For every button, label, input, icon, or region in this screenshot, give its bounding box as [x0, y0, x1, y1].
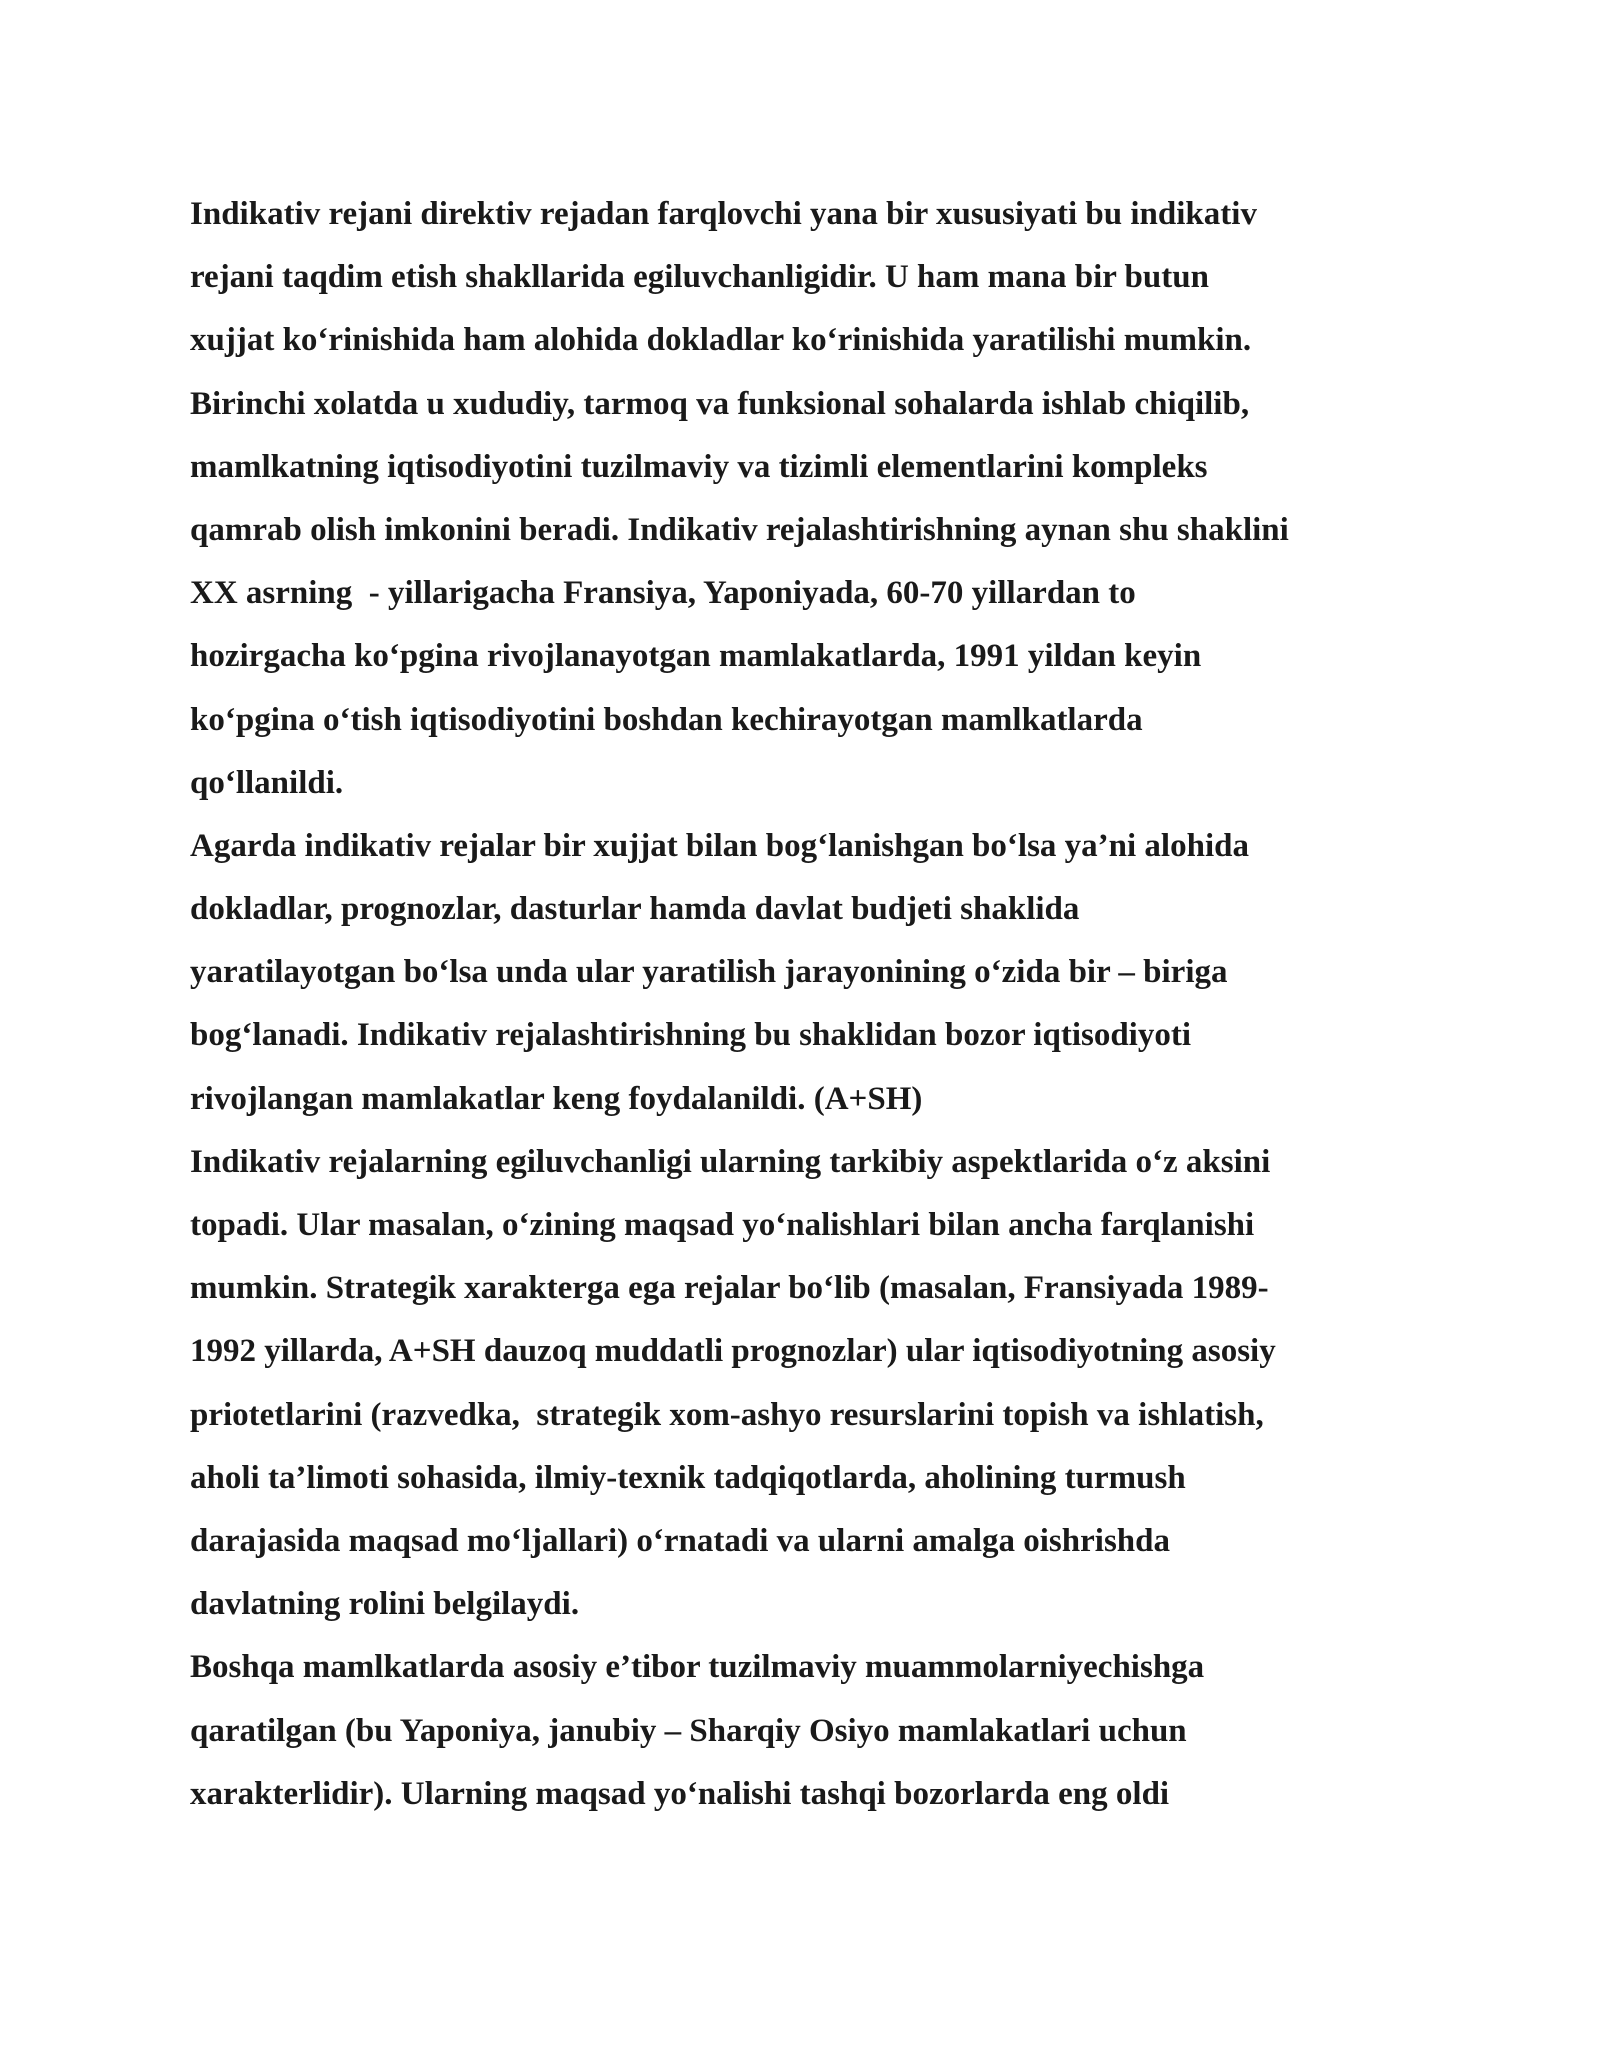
text-line: aholi ta’limoti sohasida, ilmiy-texnik tadqiqotlarda, aholining turmush: [190, 1459, 1186, 1496]
text-line: Agarda indikativ rejalar bir xujjat bilan bog‘lanishgan bo‘lsa ya’ni alohida: [190, 827, 1249, 864]
text-line: xarakterlidir). Ularning maqsad yo‘nalishi tashqi bozorlarda eng oldi: [190, 1775, 1170, 1812]
document-body: [190, 183, 1430, 1826]
text-line: priotetlarini (razvedka, strategik xom-ashyo resurslarini topish va ishlatish,: [190, 1396, 1264, 1433]
text-line: rivojlangan mamlakatlar keng foydalanildi. (A+SH): [190, 1080, 923, 1117]
text-line: Indikativ rejalarning egiluvchanligi ularning tarkibiy aspektlarida o‘z aksini: [190, 1143, 1271, 1180]
text-line: Birinchi xolatda u xududiy, tarmoq va funksional sohalarda ishlab chiqilib,: [190, 385, 1250, 422]
text-line: mumkin. Strategik xarakterga ega rejalar bo‘lib (masalan, Fransiyada 1989-: [190, 1270, 1269, 1307]
text-line: Boshqa mamlkatlarda asosiy e’tibor tuzilmaviy muammolarniyechishga: [190, 1649, 1205, 1686]
text-line: yaratilayotgan bo‘lsa unda ular yaratilish jarayonining o‘zida bir – biriga: [190, 954, 1228, 991]
text-line: qaratilgan (bu Yaponiya, janubiy – Sharqiy Osiyo mamlakatlari uchun: [190, 1712, 1187, 1749]
text-line: Indikativ rejani direktiv rejadan farqlovchi yana bir xususiyati bu indikativ: [190, 196, 1257, 232]
text-line: davlatning rolini belgilaydi.: [190, 1586, 580, 1623]
text-line: qo‘llanildi.: [190, 764, 344, 801]
text-line: rejani taqdim etish shakllarida egiluvchanligidir. U ham mana bir butun: [190, 259, 1209, 296]
text-line: hozirgacha ko‘pgina rivojlanayotgan mamlakatlarda, 1991 yildan keyin: [190, 638, 1202, 675]
text-line: darajasida maqsad mo‘ljallari) o‘rnatadi va ularni amalga oishrishda: [190, 1522, 1170, 1559]
text-line: xujjat ko‘rinishida ham alohida dokladlar ko‘rinishida yaratilishi mumkin.: [190, 322, 1252, 359]
text-line: bog‘lanadi. Indikativ rejalashtirishning bu shaklidan bozor iqtisodiyoti: [190, 1017, 1192, 1054]
text-line: XX asrning - yillarigacha Fransiya, Yaponiyada, 60-70 yillardan to: [190, 575, 1136, 612]
text-line: ko‘pgina o‘tish iqtisodiyotini boshdan kechirayotgan mamlkatlarda: [190, 701, 1143, 738]
text-line: 1992 yillarda, A+SH dauzoq muddatli prognozlar) ular iqtisodiyotning asosiy: [190, 1333, 1276, 1370]
text-line: mamlkatning iqtisodiyotini tuzilmaviy va tizimli elementlarini kompleks: [190, 448, 1208, 485]
text-line: dokladlar, prognozlar, dasturlar hamda davlat budjeti shaklida: [190, 891, 1080, 928]
text-line: qamrab olish imkonini beradi. Indikativ rejalashtirishning aynan shu shaklini: [190, 511, 1289, 548]
text-line: topadi. Ular masalan, o‘zining maqsad yo‘nalishlari bilan ancha farqlanishi: [190, 1207, 1255, 1243]
